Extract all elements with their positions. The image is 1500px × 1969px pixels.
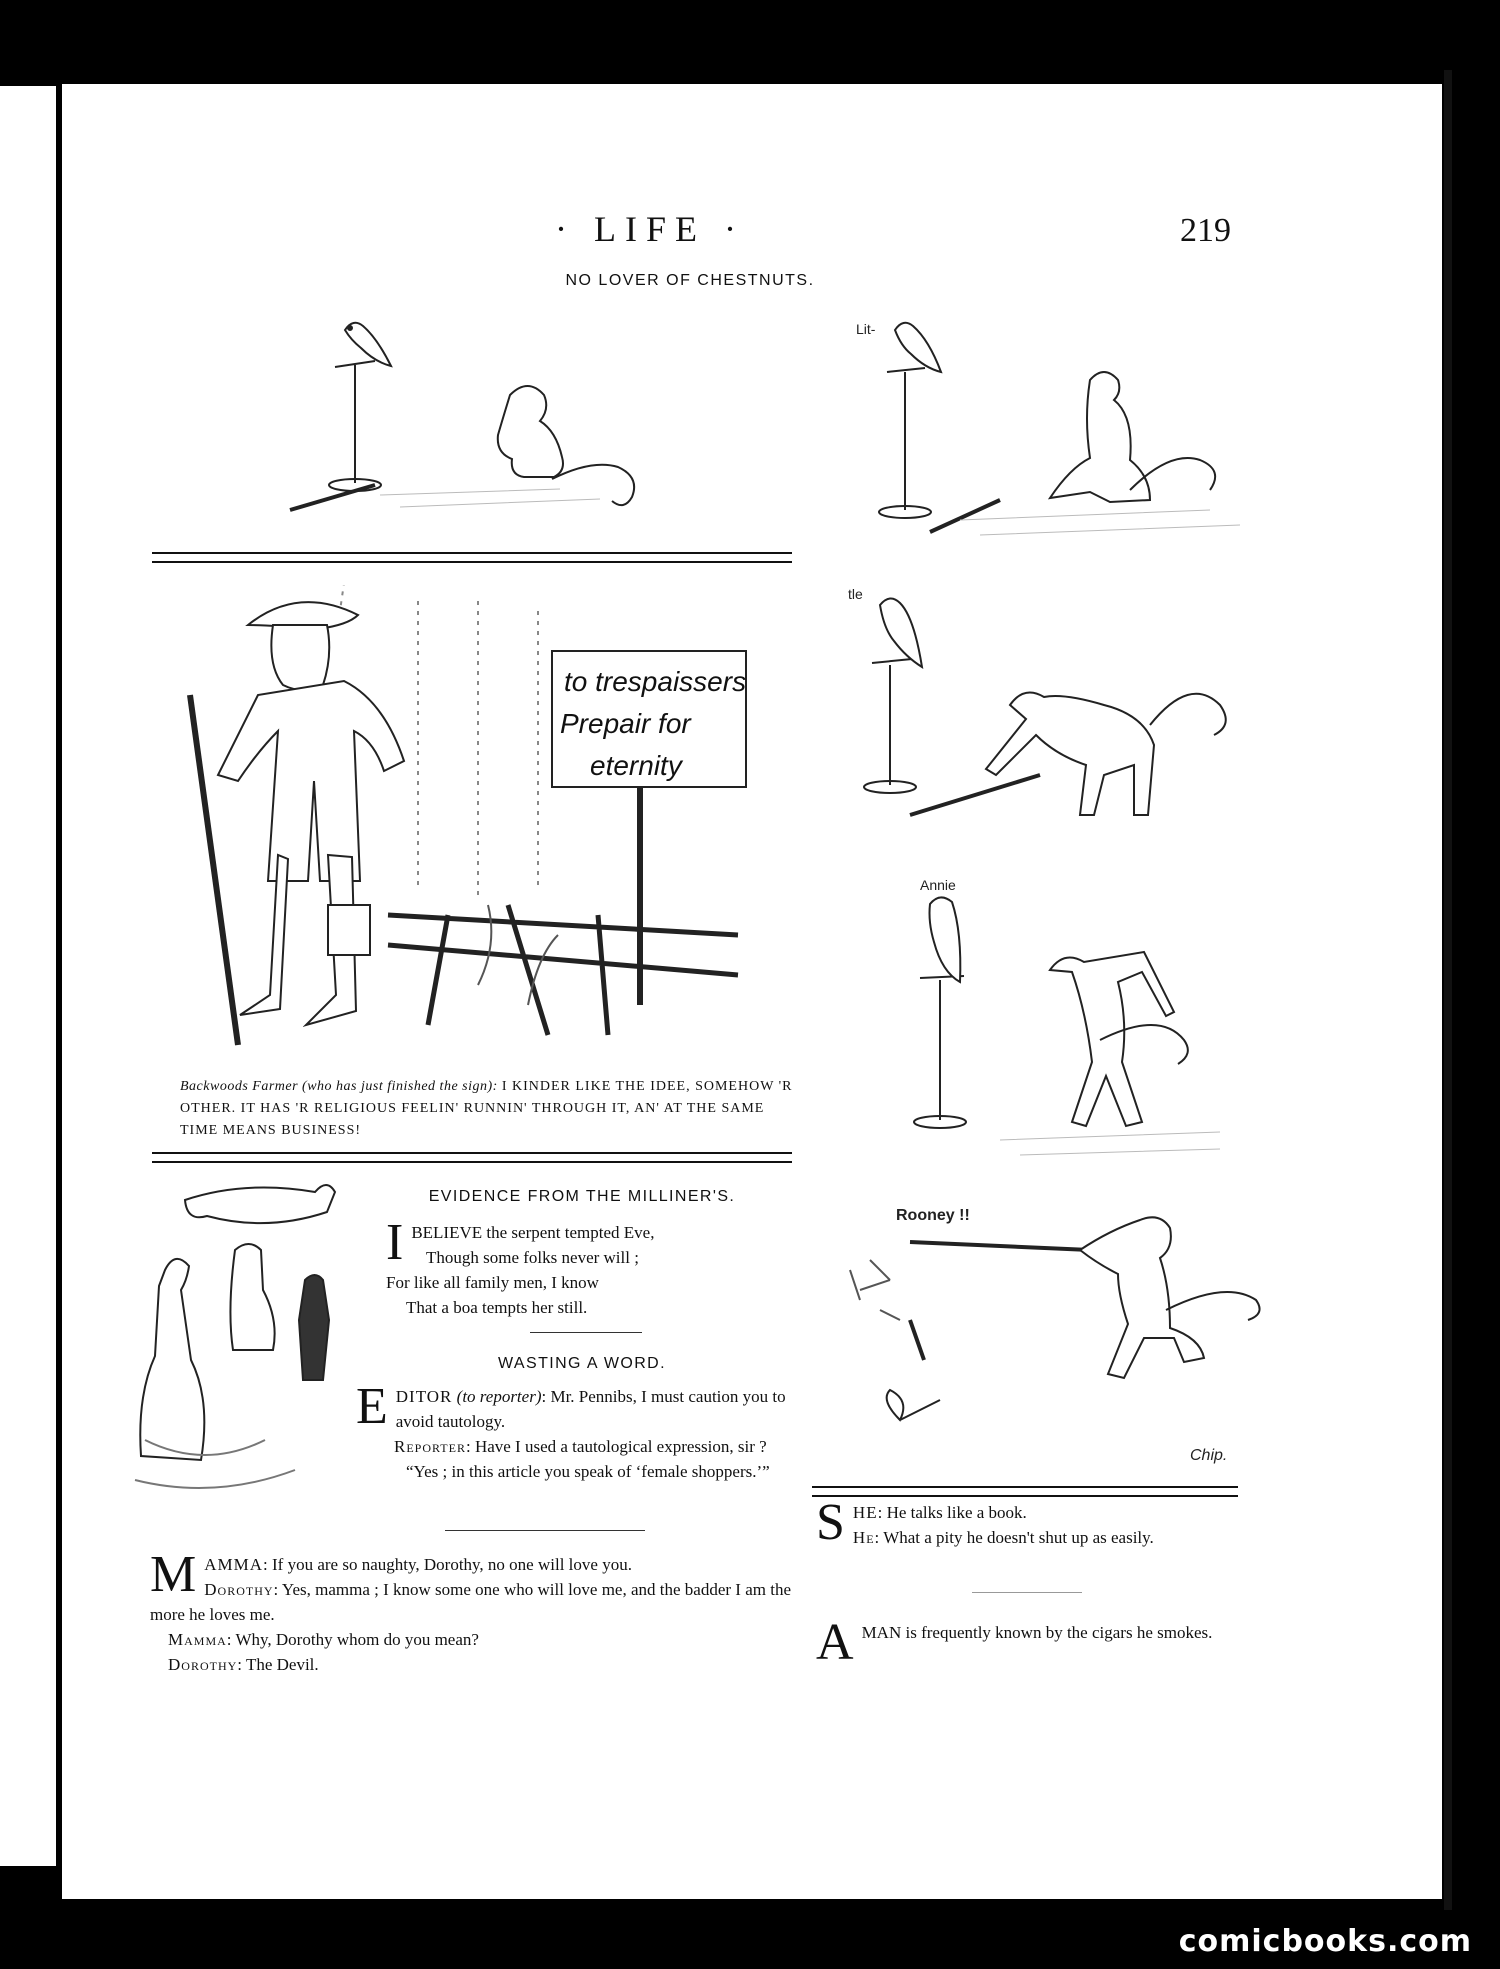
verse-line: That a boa tempts her still. xyxy=(406,1298,588,1317)
comic-panel-4 xyxy=(880,860,1240,1170)
editor-line: : Mr. Pennibs, I must caution you to avoid tautology. xyxy=(395,1387,786,1431)
dialogue-line: : He talks like a book. xyxy=(877,1503,1027,1522)
drop-cap: M xyxy=(150,1546,197,1603)
drop-cap: A xyxy=(816,1614,854,1671)
artist-signature: Chip. xyxy=(1190,1447,1228,1464)
divider xyxy=(445,1530,645,1531)
editor-aside: (to reporter) xyxy=(456,1387,542,1406)
cigars-text: MAN is frequently known by the cigars he smokes. xyxy=(861,1623,1213,1642)
milliner-illustration xyxy=(125,1180,345,1510)
comic-panel-5 xyxy=(820,1190,1300,1490)
dialogue-line: : What a pity he doesn't shut up as easily. xyxy=(874,1528,1154,1547)
dorothy-label: Dorothy xyxy=(204,1580,274,1599)
drop-cap: I xyxy=(386,1214,404,1271)
wasting-body xyxy=(356,1378,796,1484)
page-number: 219 xyxy=(1180,212,1231,249)
sign-line-2: Prepair for xyxy=(560,708,691,739)
page-gutter xyxy=(1444,70,1452,1910)
milliner-heading: EVIDENCE FROM THE MILLINER'S. xyxy=(428,1188,736,1205)
divider xyxy=(972,1592,1082,1593)
wasting-heading: WASTING A WORD. xyxy=(498,1355,666,1372)
comic-panel-2 xyxy=(840,300,1260,550)
divider xyxy=(530,1332,642,1333)
previous-page-edge xyxy=(0,86,56,1866)
comic-title: NO LOVER OF CHESTNUTS. xyxy=(565,272,815,289)
mamma-label: AMMA xyxy=(204,1555,264,1574)
section-rule xyxy=(152,552,792,563)
section-rule xyxy=(812,1486,1238,1497)
verse-line: For like all family men, I know xyxy=(386,1273,599,1292)
caption-speaker: Backwoods Farmer xyxy=(180,1079,299,1094)
farmer-illustration xyxy=(178,585,768,1055)
speech-bubble: Lit- xyxy=(856,321,876,337)
dorothy-body xyxy=(150,1546,796,1677)
dialogue-line: : The Devil. xyxy=(237,1655,319,1674)
caption-text: I KINDER LIKE THE IDEE, SOMEHOW 'R OTHER. IT HAS 'R RELIGIOUS FEELIN' RUNNIN' THROUGH IT, AN' AT THE SAME TIME MEANS BUSINESS! xyxy=(180,1079,793,1138)
editor-label: DITOR xyxy=(395,1387,453,1406)
speech-bubble: Annie xyxy=(920,877,956,893)
verse-line: BELIEVE the serpent tempted Eve, xyxy=(411,1223,655,1242)
book-body xyxy=(816,1494,1240,1551)
reporter-line: : Have I used a tautological expression, sir ? xyxy=(465,1437,767,1456)
drop-cap: E xyxy=(356,1378,388,1435)
dialogue-line: : Yes, mamma ; I know some one who will love me, and the badder I am the more he loves me. xyxy=(150,1580,791,1624)
sign-line-3: eternity xyxy=(590,750,682,781)
caption-aside: (who has just finished the sign): xyxy=(302,1079,498,1094)
drop-cap: S xyxy=(816,1494,845,1551)
comic-panel-3 xyxy=(840,575,1260,835)
speech-bubble: tle xyxy=(848,586,863,602)
verse-line: Though some folks never will ; xyxy=(426,1248,639,1267)
reply-line: “Yes ; in this article you speak of ‘female shoppers.’” xyxy=(406,1462,770,1481)
mamma-label: Mamma xyxy=(168,1630,227,1649)
milliner-verse xyxy=(386,1214,786,1320)
site-watermark: comicbooks.com xyxy=(1178,1924,1472,1959)
sign-line-1: to trespaissers xyxy=(564,666,747,697)
he-label: He xyxy=(852,1528,875,1547)
dialogue-line: : If you are so naughty, Dorothy, no one will love you. xyxy=(263,1555,632,1574)
comic-panel-1 xyxy=(140,295,660,525)
reporter-label: Reporter xyxy=(394,1437,466,1456)
dorothy-label: Dorothy xyxy=(168,1655,238,1674)
section-rule xyxy=(152,1152,792,1163)
cigars-body xyxy=(816,1614,1240,1671)
dialogue-line: : Why, Dorothy whom do you mean? xyxy=(226,1630,479,1649)
farmer-caption xyxy=(180,1076,798,1142)
she-label: HE xyxy=(852,1503,878,1522)
speech-bubble: Rooney !! xyxy=(896,1207,970,1224)
page-title: · LIFE · xyxy=(555,209,745,249)
